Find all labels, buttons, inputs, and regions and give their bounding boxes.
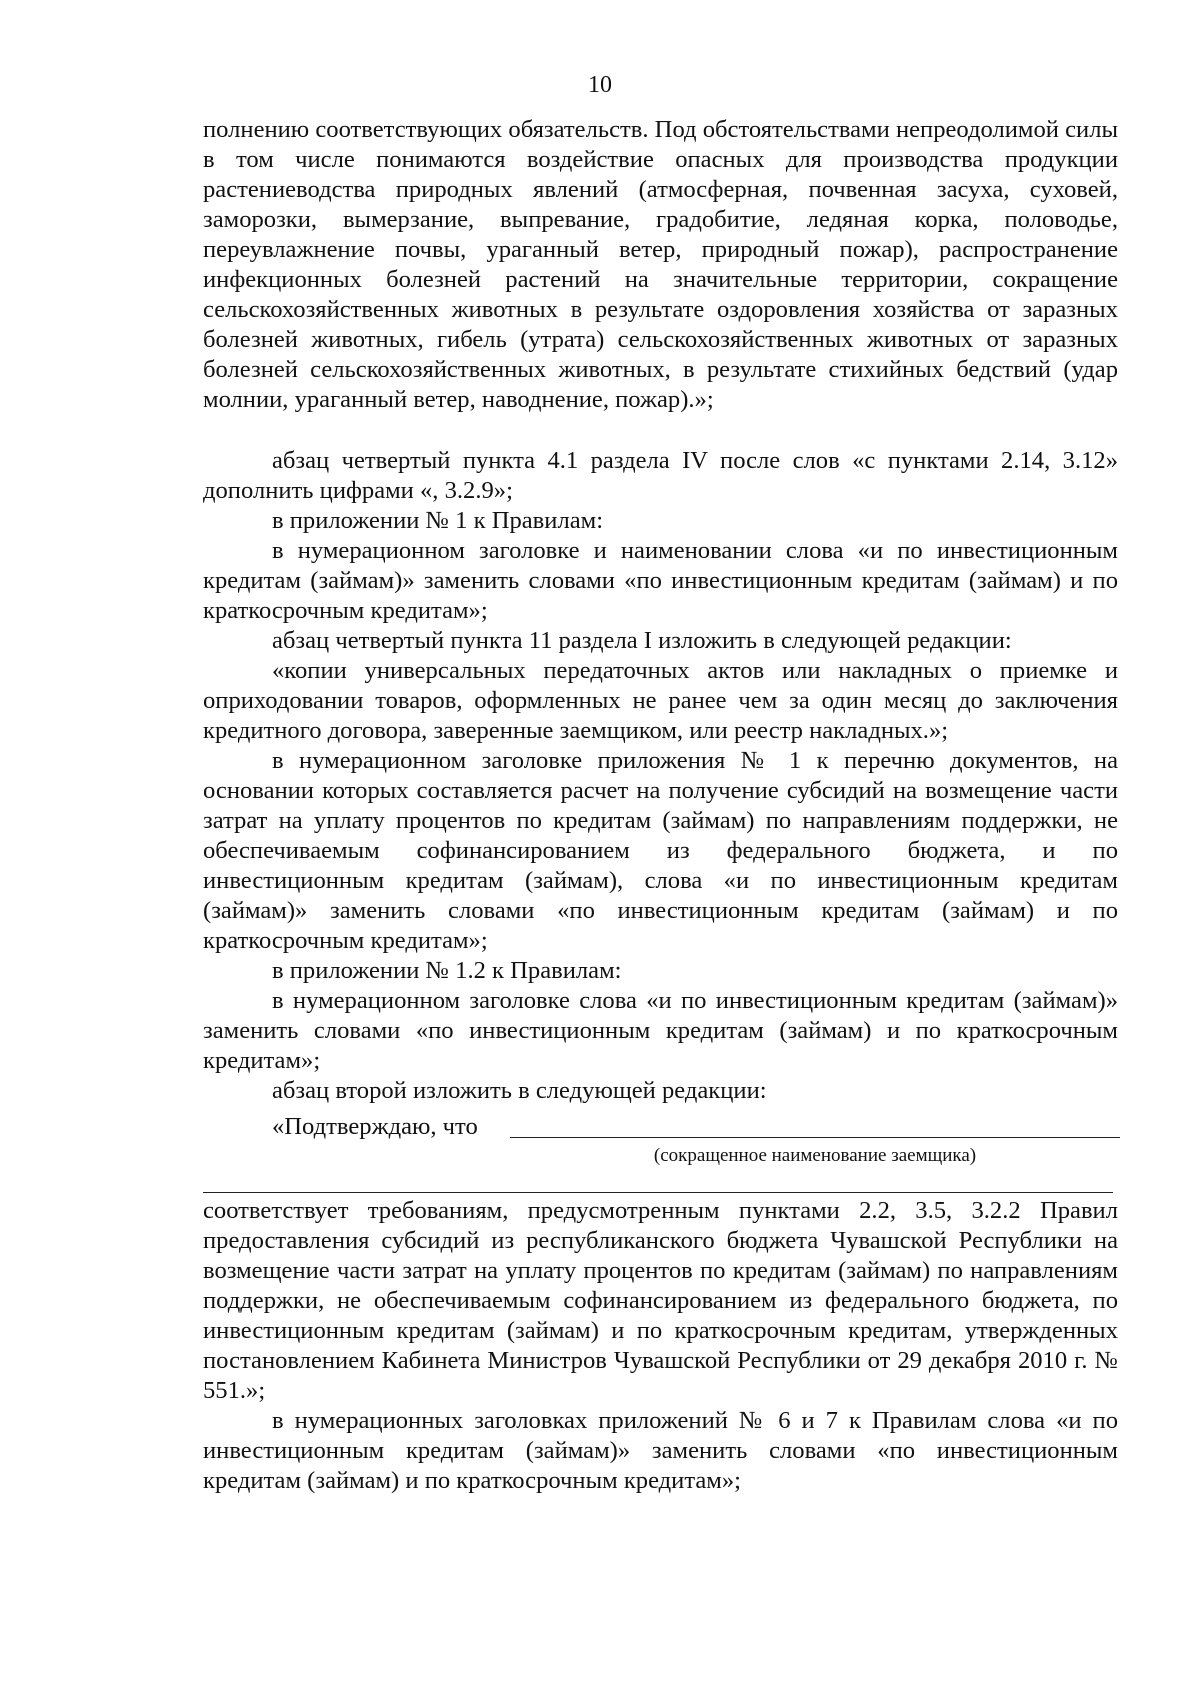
borrower-name-blank-line-2 xyxy=(203,1192,1113,1193)
text-block-continuation xyxy=(203,115,1118,415)
page-number: 10 xyxy=(588,72,612,98)
paragraph: «копии универсальных передаточных актов или накладных о приемке и оприходовании товаров, оформленных не ранее чем за один месяц до заключения кредитного договора, заверенные заемщиком, или реестр накладных.»; xyxy=(203,657,1118,744)
paragraph: в нумерационном заголовке приложения № 1 к перечню документов, на основании которых составляется расчет на получение субсидий на возмещение части затрат на уплату процентов по кредитам (займам) по направлениям поддержки, не обеспечиваемым софинансированием из федерального бюджета, и по инвестиционным кредитам (займам), слова «и по инвестиционным кредитам (займам)» заменить словами «по инвестиционным кредитам (займам) и по краткосрочным кредитам»; xyxy=(203,747,1118,954)
paragraph: в нумерационном заголовке слова «и по инвестиционным кредитам (займам)» заменить словами «по инвестиционным кредитам (займам) и по краткосрочным кредитам»; xyxy=(203,987,1118,1074)
paragraph: соответствует требованиям, предусмотренным пунктами 2.2, 3.5, 3.2.2 Правил предоставления субсидий из республиканского бюджета Чувашской Республики на возмещение части затрат на уплату процентов по кредитам (займам) по направлениям поддержки, не обеспечиваемым софинансированием из федерального бюджета, по инвестиционным кредитам (займам) и по краткосрочным кредитам, утвержденных постановлением Кабинета Министров Чувашской Республики от 29 декабря 2010 г. № 551.»; xyxy=(203,1197,1118,1404)
paragraph: абзац четвертый пункта 11 раздела I изложить в следующей редакции: xyxy=(272,627,1012,654)
paragraph: полнению соответствующих обязательств. Под обстоятельствами непреодолимой силы в том числе понимаются воздействие опасных для производства продукции растениеводства природных явлений (атмосферная, почвенная засуха, суховей, заморозки, вымерзание, выпревание, градобитие, ледяная корка, половодье, переувлажнение почвы, ураганный ветер, природный пожар), распространение инфекционных болезней растений на значительные территории, сокращение сельскохозяйственных животных в результате оздоровления хозяйства от заразных болезней животных, гибель (утрата) сельскохозяйственных животных от заразных болезней сельскохозяйственных животных, в результате стихийных бедствий (удар молнии, ураганный ветер, наводнение, пожар).»; xyxy=(203,116,1118,413)
borrower-name-blank-line xyxy=(510,1137,1120,1138)
text-block-amendments xyxy=(203,446,1118,1106)
confirmation-lead xyxy=(272,1112,478,1142)
paragraph: в нумерационных заголовках приложений № 6 и 7 к Правилам слова «и по инвестиционным кредитам (займам)» заменить словами «по инвестиционным кредитам (займам) и по краткосрочным кредитам»; xyxy=(203,1407,1118,1494)
paragraph: абзац второй изложить в следующей редакции: xyxy=(272,1077,767,1104)
paragraph: абзац четвертый пункта 4.1 раздела IV после слов «с пунктами 2.14, 3.12» дополнить цифрами «, 3.2.9»; xyxy=(203,447,1118,504)
confirmation-lead-text: «Подтверждаю, что xyxy=(272,1113,478,1140)
paragraph: в нумерационном заголовке и наименовании слова «и по инвестиционным кредитам (займам)» заменить словами «по инвестиционным кредитам (займам) и по краткосрочным кредитам»; xyxy=(203,537,1118,624)
text-block-closing xyxy=(203,1196,1118,1496)
paragraph: в приложении № 1.2 к Правилам: xyxy=(272,957,622,984)
paragraph: в приложении № 1 к Правилам: xyxy=(272,507,604,534)
borrower-name-caption: (сокращенное наименование заемщика) xyxy=(653,1145,977,1166)
